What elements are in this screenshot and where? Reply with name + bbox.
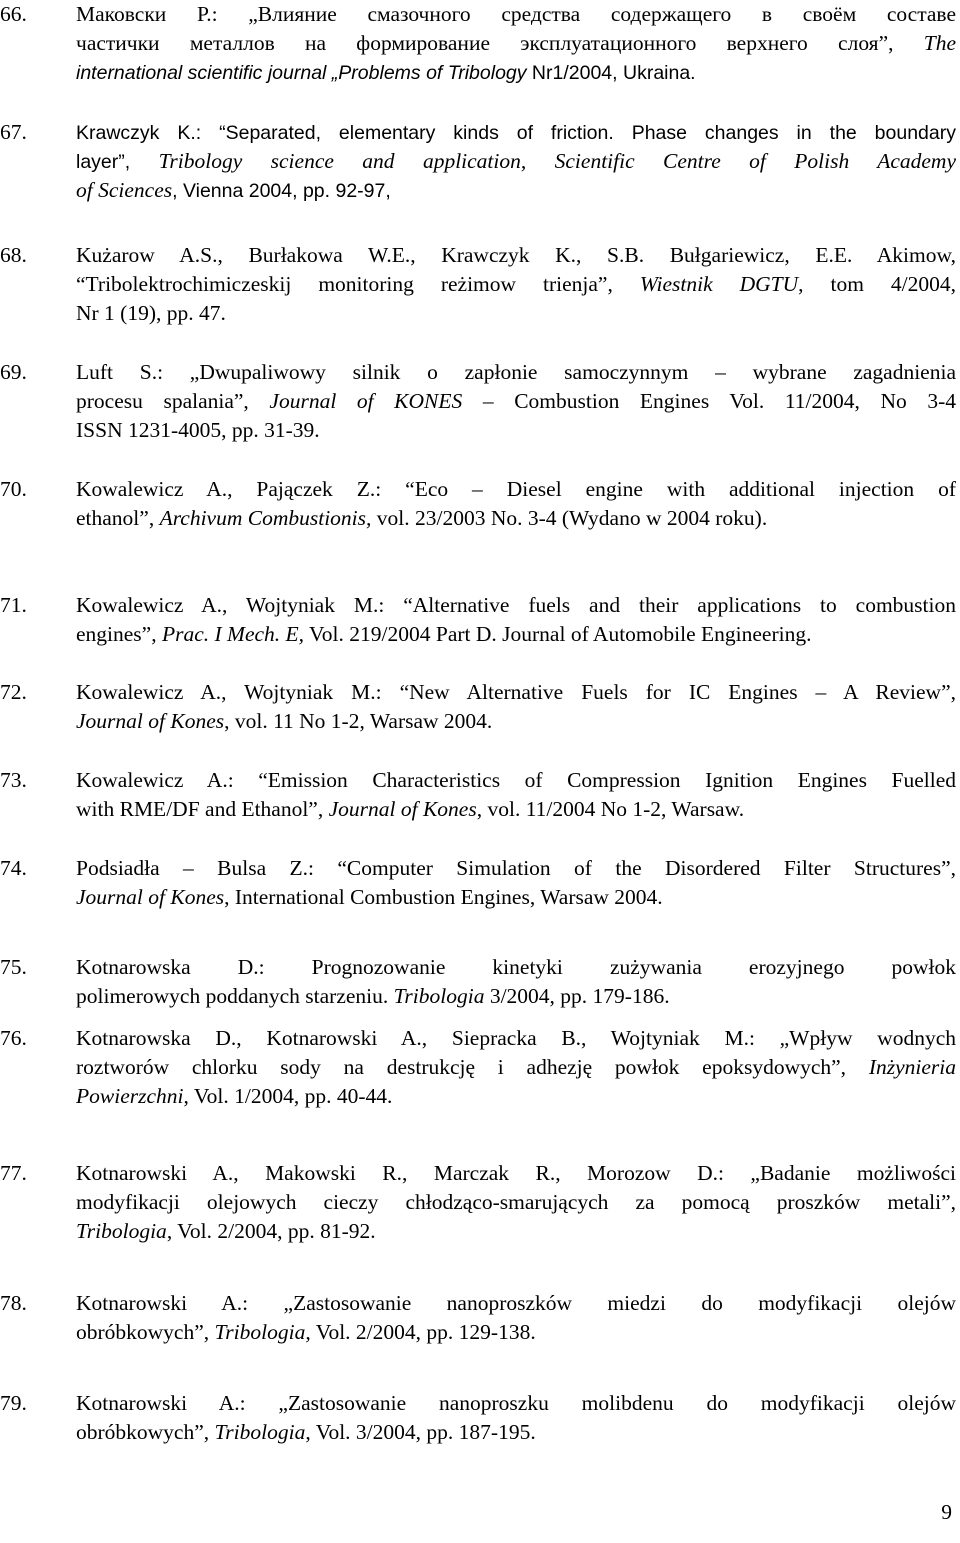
reference-entry xyxy=(0,591,956,649)
reference-line xyxy=(76,1188,956,1217)
reference-text: Krawczyk K.: “Separated, elementary kinds of friction. Phase changes in the boundary xyxy=(76,122,956,144)
reference-text: roztworów chlorku sody na destrukcję i adhezję powłok epoksydowych”, xyxy=(76,1055,869,1079)
reference-line xyxy=(76,1418,956,1447)
reference-text: Vol. 2/2004, pp. 129-138. xyxy=(310,1320,536,1344)
reference-line xyxy=(76,707,956,736)
reference-text: Nr 1 (19), pp. 47. xyxy=(76,301,226,325)
reference-text: , Vol. 3/2004, pp. 187-195. xyxy=(305,1420,536,1444)
reference-line xyxy=(76,147,956,176)
reference-text: , International Combustion Engines, Warsaw 2004. xyxy=(224,885,663,909)
reference-line xyxy=(76,1159,956,1188)
reference-italic-text: Tribologia xyxy=(214,1420,306,1444)
reference-text: Kotnarowska D., Kotnarowski A., Siepracka B., Wojtyniak M.: „Wpływ wodnych xyxy=(76,1026,956,1050)
reference-text: polimerowych poddanych starzeniu. xyxy=(76,984,394,1008)
reference-number: 69. xyxy=(0,360,27,384)
reference-number: 66. xyxy=(0,2,27,26)
reference-line xyxy=(76,58,956,88)
reference-italic-text: Archivum Combustionis, xyxy=(159,506,372,530)
reference-text: Kowalewicz A., Pajączek Z.: “Eco – Diesel engine with additional injection of xyxy=(76,477,956,501)
reference-text: , vol. 11 No 1-2, Warsaw 2004. xyxy=(224,709,493,733)
reference-text: , vol. 11/2004 No 1-2, Warsaw. xyxy=(476,797,745,821)
reference-line xyxy=(76,982,956,1011)
reference-entry xyxy=(0,1289,956,1347)
reference-entry xyxy=(0,118,956,205)
reference-entry xyxy=(0,358,956,445)
reference-number: 72. xyxy=(0,680,27,704)
reference-number: 77. xyxy=(0,1161,27,1185)
reference-entry xyxy=(0,953,956,1011)
reference-number: 71. xyxy=(0,593,27,617)
reference-line xyxy=(76,118,956,147)
reference-italic-text: The xyxy=(923,31,956,55)
reference-italic-text: Inżynieria xyxy=(868,1055,956,1079)
reference-text: Podsiadła – Bulsa Z.: “Computer Simulation of the Disordered Filter Structures”, xyxy=(76,856,956,880)
reference-line xyxy=(76,0,956,29)
reference-line xyxy=(76,766,956,795)
reference-text: obróbkowych”, xyxy=(76,1420,215,1444)
reference-text: , Vol. 1/2004, pp. 40-44. xyxy=(183,1084,393,1108)
reference-number: 75. xyxy=(0,955,27,979)
reference-entry xyxy=(0,766,956,824)
reference-line xyxy=(76,29,956,58)
reference-text: , Vol. 2/2004, pp. 81-92. xyxy=(166,1219,376,1243)
reference-text: 3/2004, pp. 179-186. xyxy=(484,984,670,1008)
reference-text: Luft S.: „Dwupaliwowy silnik o zapłonie samoczynnym – wybrane zagadnienia xyxy=(76,360,956,384)
reference-line xyxy=(76,241,956,270)
reference-number: 73. xyxy=(0,768,27,792)
reference-line xyxy=(76,620,956,649)
reference-entry xyxy=(0,1389,956,1447)
reference-number: 76. xyxy=(0,1026,27,1050)
reference-line xyxy=(76,854,956,883)
reference-text: Kużarow A.S., Burłakowa W.E., Krawczyk K., S.B. Bułgariewicz, E.E. Akimow, xyxy=(76,243,956,267)
reference-text: Kotnarowski A.: „Zastosowanie nanoproszku molibdenu do modyfikacji olejów xyxy=(76,1391,956,1415)
reference-text: – Combustion Engines Vol. 11/2004, No 3-4 xyxy=(462,389,956,413)
page-number: 9 xyxy=(941,1500,952,1524)
reference-text: Kotnarowska D.: Prognozowanie kinetyki zużywania erozyjnego powłok xyxy=(76,955,956,979)
reference-line xyxy=(76,299,956,328)
reference-text: ISSN 1231-4005, pp. 31-39. xyxy=(76,418,320,442)
reference-line xyxy=(76,678,956,707)
reference-line xyxy=(76,1024,956,1053)
reference-line xyxy=(76,1318,956,1347)
reference-text: частички металлов на формирование эксплуатационного верхнего слоя”, xyxy=(76,31,924,55)
reference-line xyxy=(76,1217,956,1246)
reference-italic-text: of Sciences xyxy=(76,178,173,202)
reference-text: vol. 23/2003 No. 3-4 (Wydano w 2004 roku). xyxy=(371,506,768,530)
reference-text: layer”, xyxy=(76,151,159,173)
reference-entry xyxy=(0,854,956,912)
reference-line xyxy=(76,416,956,445)
reference-line xyxy=(76,883,956,912)
reference-number: 67. xyxy=(0,120,27,144)
reference-line xyxy=(76,795,956,824)
reference-text: Kowalewicz A.: “Emission Characteristics of Compression Ignition Engines Fuelled xyxy=(76,768,956,792)
reference-line xyxy=(76,358,956,387)
reference-italic-text: Journal of Kones xyxy=(76,709,225,733)
reference-italic-text: Journal of KONES xyxy=(269,389,463,413)
reference-text: with RME/DF and Ethanol”, xyxy=(76,797,329,821)
reference-number: 68. xyxy=(0,243,27,267)
reference-text: “Tribolektrochimiczeskij monitoring reżimow trienja”, xyxy=(76,272,640,296)
reference-text: engines”, xyxy=(76,622,162,646)
reference-line xyxy=(76,1082,956,1111)
reference-line xyxy=(76,387,956,416)
reference-number: 74. xyxy=(0,856,27,880)
reference-line xyxy=(76,504,956,533)
reference-entry xyxy=(0,678,956,736)
reference-line xyxy=(76,176,956,206)
reference-line xyxy=(76,1289,956,1318)
reference-italic-text: international scientific journal „Problems of Tribology xyxy=(76,62,527,84)
reference-italic-text: Journal of Kones xyxy=(76,885,225,909)
reference-italic-text: Tribology science and application, Scientific Centre of Polish Academy xyxy=(158,149,956,173)
reference-text: Маковски Р.: „Влияние смазочного средства содержащего в своём составе xyxy=(76,2,956,26)
reference-entry xyxy=(0,241,956,328)
reference-text: Kotnarowski A., Makowski R., Marczak R., Morozow D.: „Badanie możliwości xyxy=(76,1161,956,1185)
reference-text: Kowalewicz A., Wojtyniak M.: “Alternative fuels and their applications to combustion xyxy=(76,593,956,617)
reference-text: Kowalewicz A., Wojtyniak M.: “New Alternative Fuels for IC Engines – A Review”, xyxy=(76,680,956,704)
reference-text: Kotnarowski A.: „Zastosowanie nanoproszków miedzi do modyfikacji olejów xyxy=(76,1291,956,1315)
reference-text: ethanol”, xyxy=(76,506,160,530)
reference-text: obróbkowych”, xyxy=(76,1320,215,1344)
reference-line xyxy=(76,1053,956,1082)
reference-number: 70. xyxy=(0,477,27,501)
reference-text: procesu spalania”, xyxy=(76,389,270,413)
reference-entry xyxy=(0,1024,956,1111)
reference-text: Nr1/2004, Ukraina. xyxy=(526,62,696,84)
reference-text: , Vienna 2004, pp. 92-97, xyxy=(172,180,391,202)
reference-number: 79. xyxy=(0,1391,27,1415)
reference-line xyxy=(76,953,956,982)
reference-text: modyfikacji olejowych cieczy chłodząco-smarujących za pomocą proszków metali”, xyxy=(76,1190,956,1214)
reference-italic-text: Tribologia xyxy=(393,984,485,1008)
reference-entry xyxy=(0,475,956,533)
reference-italic-text: Prac. I Mech. E, xyxy=(161,622,305,646)
reference-italic-text: Tribologia xyxy=(76,1219,167,1243)
reference-entry xyxy=(0,0,956,87)
reference-italic-text: Wiestnik DGTU xyxy=(639,272,799,296)
reference-line xyxy=(76,270,956,299)
reference-line xyxy=(76,591,956,620)
reference-line xyxy=(76,475,956,504)
reference-text: Vol. 219/2004 Part D. Journal of Automobile Engineering. xyxy=(304,622,812,646)
reference-italic-text: Tribologia, xyxy=(214,1320,311,1344)
reference-line xyxy=(76,1389,956,1418)
reference-italic-text: Journal of Kones xyxy=(328,797,477,821)
reference-entry xyxy=(0,1159,956,1246)
reference-italic-text: Powierzchni xyxy=(76,1084,184,1108)
reference-number: 78. xyxy=(0,1291,27,1315)
reference-text: , tom 4/2004, xyxy=(798,272,956,296)
